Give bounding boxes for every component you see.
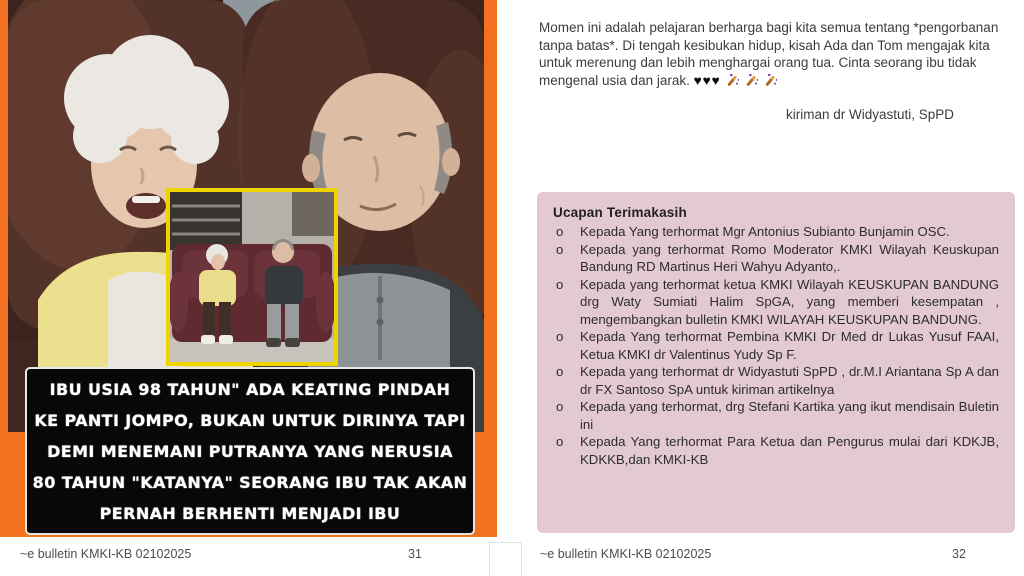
- bullet-marker: o: [556, 399, 564, 414]
- magic-wand-icon: [726, 74, 739, 87]
- thanks-item: [553, 328, 999, 363]
- page-31-footer: [0, 537, 497, 576]
- quote-line: DEMI MENEMANI PUTRANYA YANG NERUSIA: [47, 441, 453, 461]
- bullet-marker: o: [556, 364, 564, 379]
- quote-line: PERNAH BERHENTI MENJADI IBU: [99, 503, 401, 523]
- bullet-marker: o: [556, 224, 564, 239]
- page-31: [0, 0, 497, 576]
- thanks-item-text: Kepada yang terhormat ketua KMKI Wilayah KEUSKUPAN BANDUNG drg Waty Sumiati Halim SpGA, yang memberi kesempatan , mengembangkan bulletin KMKI WILAYAH KEUSKUPAN BANDUNG.: [580, 276, 999, 327]
- thanks-item: [553, 363, 999, 398]
- thanks-item: [553, 433, 999, 468]
- thanks-title: Ucapan Terimakasih: [553, 205, 687, 220]
- bullet-marker: o: [556, 276, 564, 292]
- page-number: 31: [408, 547, 422, 561]
- bullet-marker: o: [556, 434, 564, 449]
- quote-line: IBU USIA 98 TAHUN" ADA KEATING PINDAH: [49, 379, 451, 399]
- thanks-item: [553, 276, 999, 329]
- quote-line: 80 TAHUN "KATANYA" SEORANG IBU TAK AKAN: [32, 472, 468, 492]
- thanks-item-text: Kepada yang terhormat, drg Stefani Kartika yang ikut mendisain Buletin ini: [580, 399, 999, 432]
- page-32: [497, 0, 1024, 576]
- footer-bulletin-label: ~e bulletin KMKI-KB 02102025: [540, 547, 712, 561]
- magic-wand-icon: [764, 74, 777, 87]
- thanks-item: [553, 398, 999, 433]
- magic-wand-icon: [745, 74, 758, 87]
- thanks-item: [553, 223, 999, 241]
- couple-inset-photo: [166, 188, 338, 366]
- thanks-item-text: Kepada Yang terhormat Mgr Antonius Subianto Bunjamin OSC.: [580, 224, 950, 239]
- quote-box: [25, 367, 475, 535]
- heart-icons: ♥♥♥: [693, 72, 721, 88]
- intro-paragraph: [539, 19, 1015, 89]
- intro-text: Momen ini adalah pelajaran berharga bagi kita semua tentang *pengorbanan tanpa batas*. Di tengah kesibukan hidup, kisah Ada dan Tom mengajak kita untuk merenung dan lebih menghargai orang tua. Cinta seorang ibu tidak mengenal usia dan jarak.: [539, 20, 999, 88]
- bullet-marker: o: [556, 241, 564, 257]
- thanks-item-text: Kepada Yang terhormat Pembina KMKI Dr Med dr Lukas Yusuf FAAI, Ketua KMKI dr Valentinus Yudy Sp F.: [580, 329, 999, 362]
- page-gap-artifact: [489, 542, 522, 576]
- couple-inset-graphic: [170, 192, 334, 362]
- bullet-marker: o: [556, 329, 564, 344]
- thanks-item-text: Kepada Yang terhormat Para Ketua dan Pengurus mulai dari KDKJB, KDKKB,dan KMKI-KB: [580, 434, 999, 467]
- page-number: 32: [952, 547, 966, 561]
- quote-line: KE PANTI JOMPO, BUKAN UNTUK DIRINYA TAPI: [34, 410, 466, 430]
- thanks-item-text: Kepada yang terhormat Romo Moderator KMKI Wilayah Keuskupan Bandung RD Martinus Heri Wahyu Adyanto,.: [580, 241, 999, 274]
- thanks-item-text: Kepada yang terhormat dr Widyastuti SpPD , dr.M.I Ariantana Sp A dan dr FX Santoso SpA untuk kiriman artikelnya: [580, 364, 999, 397]
- attribution: kiriman dr Widyastuti, SpPD: [786, 107, 955, 122]
- thanks-box: [537, 192, 1015, 533]
- thanks-item: [553, 241, 999, 276]
- thanks-list: [553, 223, 999, 468]
- footer-bulletin-label: ~e bulletin KMKI-KB 02102025: [20, 547, 192, 561]
- page-32-footer: [497, 537, 1024, 576]
